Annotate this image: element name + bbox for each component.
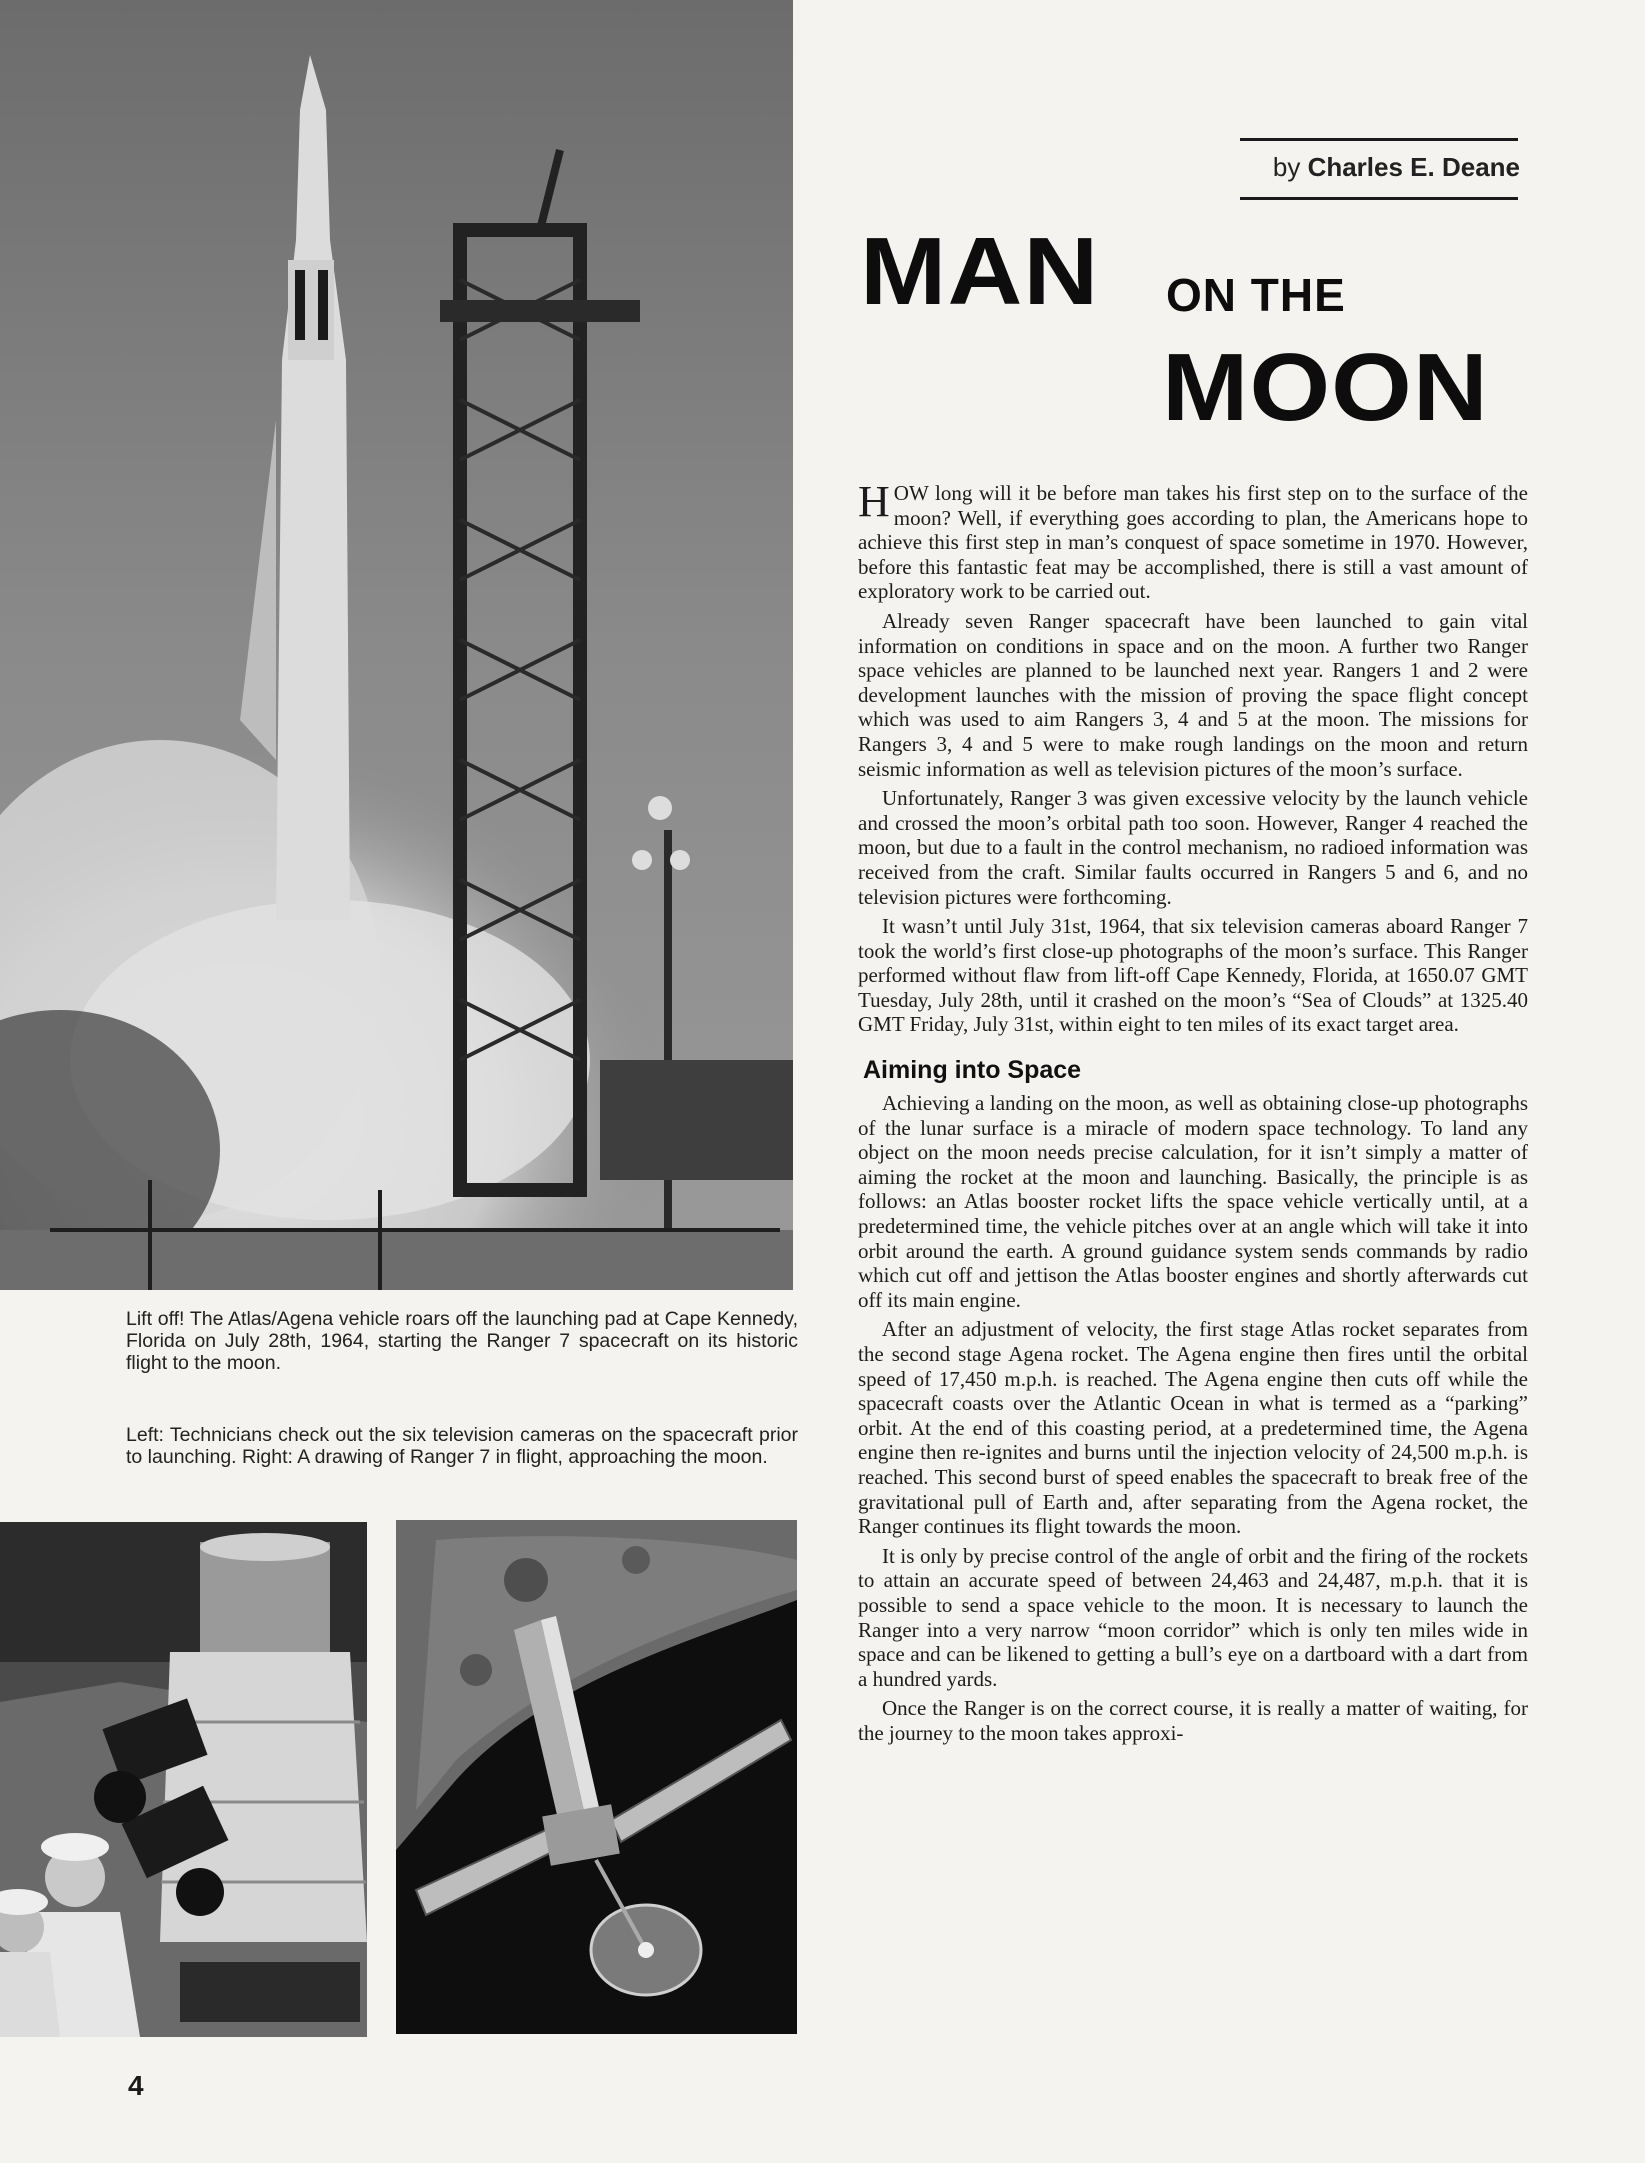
paragraph-text: OW long will it be before man takes his first step on to the surface of the moon? Well, if everything goes according to plan, the Americans hope to achieve this first step in man’s conquest of space sometime in 1970. However, before this fantastic feat may be accomplished, there is still a vast amount of exploratory work to be carried out. [858, 481, 1528, 604]
technicians-cameras-photo [0, 1522, 367, 2037]
byline-author: Charles E. Deane [1307, 152, 1520, 182]
rocket-launch-photo [0, 0, 793, 1290]
article-paragraph-4: It wasn’t until July 31st, 1964, that six television cameras aboard Ranger 7 took the world’s first close-up photographs of the moon’s surface. This Ranger performed without flaw from lift-off Cape Kennedy, Florida, at 1650.07 GMT Tuesday, July 28th, until it crashed on the moon’s “Sea of Clouds” at 1325.40 GMT Friday, July 31st, within eight to ten miles of its exact target area. [858, 914, 1528, 1037]
article-paragraph-8: Once the Ranger is on the correct course, it is really a matter of waiting, for the journey to the moon takes approxi- [858, 1696, 1528, 1745]
article-paragraph-5: Achieving a landing on the moon, as well as obtaining close-up photographs of the lunar surface is a miracle of modern space technology. To land any object on the moon needs precise calculation, for it isn’t simply a matter of aiming the rocket at the moon and launching. Basically, the principle is as follows: an Atlas booster rocket lifts the space vehicle vertically until, at a predetermined time, the vehicle pitches over at an angle which will take it into orbit around the earth. A ground guidance system sends commands by radio which cut off and jettison the Atlas booster engines and shortly afterwards cut off its main engine. [858, 1091, 1528, 1312]
article-paragraph-7: It is only by precise control of the angle of orbit and the firing of the rockets to attain an accurate speed of between 24,463 and 24,487, m.p.h. that it is possible to send a space vehicle to the moon. It is necessary to launch the Ranger into a very narrow “moon corridor” which is only ten miles wide in space and can be likened to getting a bull’s eye on a dartboard with a dart from a hundred yards. [858, 1543, 1528, 1691]
title-word-on-the: ON THE [1166, 269, 1346, 321]
article-paragraph-6: After an adjustment of velocity, the first stage Atlas rocket separates from the second stage Agena rocket. The Agena engine then fires until the orbital speed of 17,450 m.p.h. is reached. The Agena engine then cuts off while the spacecraft coasts over the Atlantic Ocean in what is termed as a “parking” orbit. At the end of this coasting period, at a predetermined time, the Agena engine then re-ignites and burns until the injection velocity of 24,500 m.p.h. is reached. This second burst of speed enables the spacecraft to break free of the gravitational pull of Earth and, after separating from the Agena rocket, the Ranger continues its flight towards the moon. [858, 1317, 1528, 1539]
byline-prefix: by [1272, 152, 1301, 182]
lower-photos-caption: Left: Technicians check out the six television cameras on the spacecraft prior to launching. Right: A drawing of Ranger 7 in flight, approaching the moon. [126, 1424, 798, 1468]
article-body [858, 477, 1528, 1751]
byline-rule-top [1240, 138, 1518, 141]
ranger-7-drawing [396, 1520, 797, 2034]
article-paragraph-3: Unfortunately, Ranger 3 was given excessive velocity by the launch vehicle and crossed the moon’s orbital path too soon. However, Ranger 4 reached the moon, but due to a fault in the control mechanism, no radioed information was received from the craft. Similar faults occurred in Rangers 5 and 6, and no television pictures were forthcoming. [858, 786, 1528, 909]
article-paragraph-2: Already seven Ranger spacecraft have been launched to gain vital information on conditions in space and on the moon. A further two Ranger space vehicles are planned to be launched next year. Rangers 1 and 2 were development launches with the mission of proving the space flight concept which was used to aim Rangers 3, 4 and 5 at the moon. The missions for Rangers 3, 4 and 5 were to make rough landings on the moon and return seismic information as well as television pictures of the moon’s surface. [858, 608, 1528, 781]
byline [1240, 152, 1520, 183]
article-paragraph-1 [858, 477, 1528, 604]
page-number: 4 [128, 2070, 144, 2101]
drop-cap: H [858, 477, 890, 526]
title-word-man: MAN [860, 218, 1100, 325]
byline-rule-bottom [1240, 197, 1518, 200]
section-heading: Aiming into Space [863, 1056, 1082, 1085]
title-word-moon: MOON [1162, 334, 1489, 441]
launch-photo-caption: Lift off! The Atlas/Agena vehicle roars off the launching pad at Cape Kennedy, Florida on July 28th, 1964, starting the Ranger 7 spacecraft on its historic flight to the moon. [126, 1308, 798, 1374]
